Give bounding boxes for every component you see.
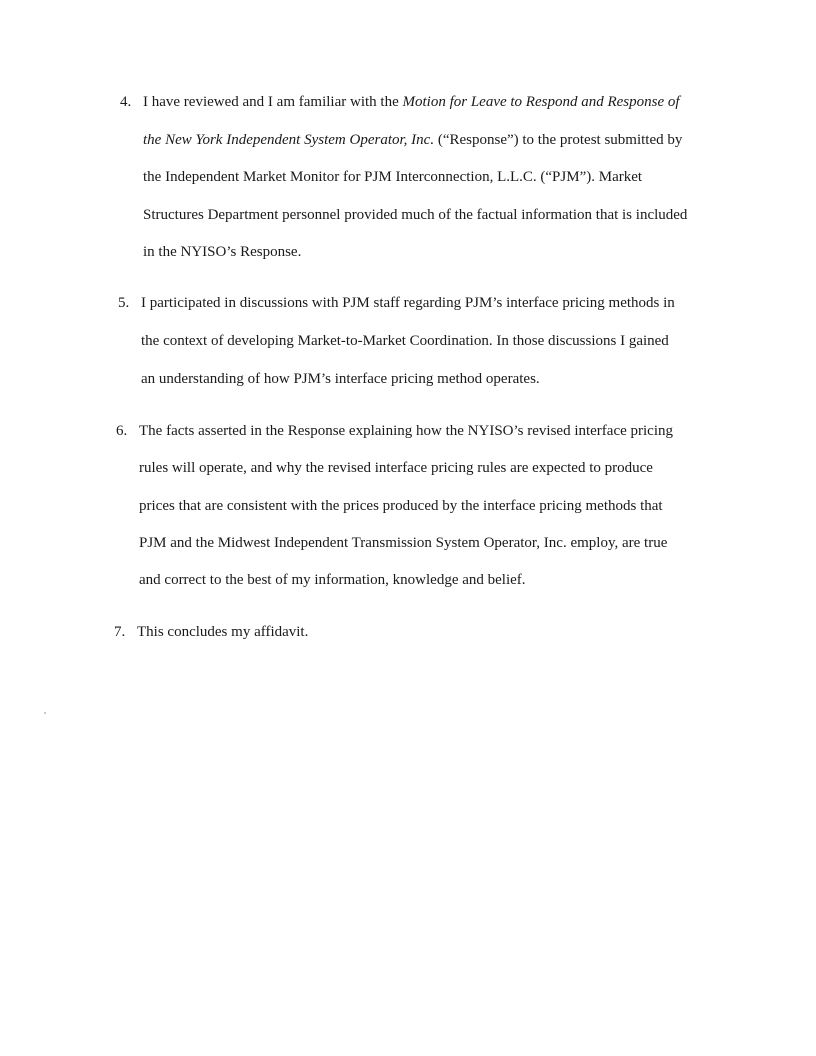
paragraph-number: 4. bbox=[120, 94, 132, 110]
paragraph-line: prices that are consistent with the prices produced by the interface pricing methods that bbox=[139, 498, 663, 514]
paragraph-number: 6. bbox=[116, 423, 128, 439]
paragraph-line bbox=[143, 130, 682, 150]
paragraph-line: This concludes my affidavit. bbox=[137, 624, 309, 640]
paragraph-line: and correct to the best of my information, knowledge and belief. bbox=[139, 572, 526, 588]
paragraph-line bbox=[143, 92, 680, 112]
line-text: (“Response”) to the protest submitted by bbox=[434, 132, 683, 148]
paragraph-number: 7. bbox=[114, 624, 126, 640]
scan-speck bbox=[44, 712, 46, 714]
paragraph-line: Structures Department personnel provided much of the factual information that is included bbox=[143, 207, 688, 223]
paragraph-line: an understanding of how PJM’s interface pricing method operates. bbox=[141, 371, 540, 387]
paragraph-line: the context of developing Market-to-Market Coordination. In those discussions I gained bbox=[141, 333, 669, 349]
motion-title-italic: Motion for Leave to Respond and Response of bbox=[402, 94, 680, 110]
paragraph-line: rules will operate, and why the revised interface pricing rules are expected to produce bbox=[139, 460, 653, 476]
motion-title-italic: the New York Independent System Operator, Inc. bbox=[143, 132, 435, 148]
paragraph-line: PJM and the Midwest Independent Transmission System Operator, Inc. employ, are true bbox=[139, 535, 668, 551]
paragraph-line: The facts asserted in the Response explaining how the NYISO’s revised interface pricing bbox=[139, 423, 674, 439]
paragraph-line: I participated in discussions with PJM staff regarding PJM’s interface pricing methods in bbox=[141, 295, 675, 311]
paragraph-number: 5. bbox=[118, 295, 130, 311]
paragraph-line: the Independent Market Monitor for PJM Interconnection, L.L.C. (“PJM”). Market bbox=[143, 169, 643, 185]
paragraph-line: in the NYISO’s Response. bbox=[143, 244, 302, 260]
line-text: I have reviewed and I am familiar with the bbox=[143, 94, 403, 110]
